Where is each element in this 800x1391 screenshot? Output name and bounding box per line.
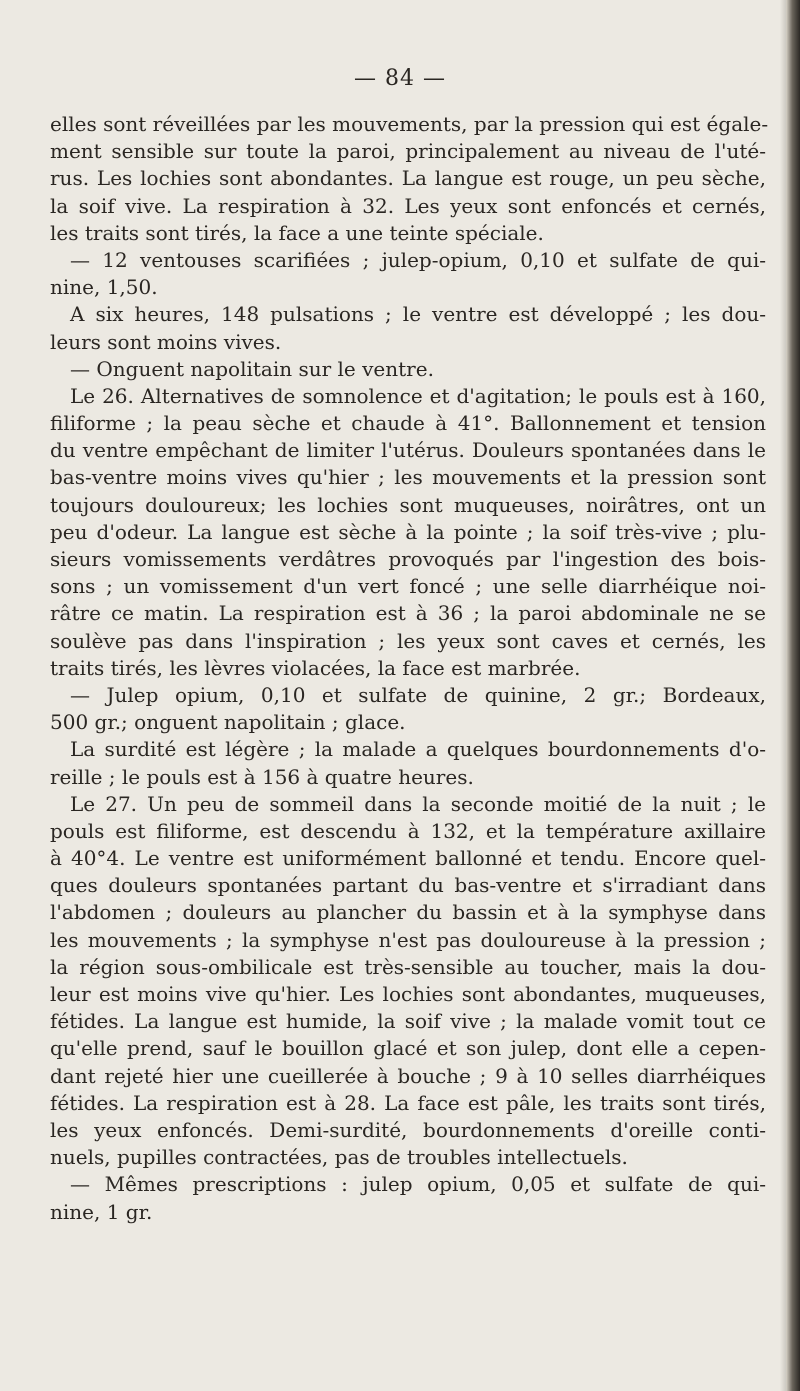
text-line: reille ; le pouls est à 156 à quatre heures.	[50, 764, 474, 789]
body-text	[50, 111, 769, 1226]
text-line: nuels, pupilles contractées, pas de troubles intellectuels.	[50, 1145, 628, 1170]
text-line: les mouvements ; la symphyse n'est pas douloureuse à la pression ;	[50, 927, 766, 952]
text-line: les traits sont tirés, la face a une teinte spéciale.	[50, 220, 544, 245]
text-line: fétides. La respiration est à 28. La face est pâle, les traits sont tirés,	[50, 1090, 766, 1115]
text-line: — Onguent napolitain sur le ventre.	[70, 356, 434, 381]
text-line: pouls est filiforme, est descendu à 132, et la température axillaire	[50, 818, 766, 843]
text-line: du ventre empêchant de limiter l'utérus. Douleurs spontanées dans le	[50, 438, 766, 463]
text-line: fétides. La langue est humide, la soif vive ; la malade vomit tout ce	[50, 1009, 766, 1034]
text-line: elles sont réveillées par les mouvements, par la pression qui est égale-	[50, 112, 769, 136]
text-line: peu d'odeur. La langue est sèche à la pointe ; la soif très-vive ; plu-	[50, 519, 766, 544]
page-number: — 84 —	[354, 66, 446, 91]
text-line: traits tirés, les lèvres violacées, la face est marbrée.	[50, 655, 581, 680]
text-line: la région sous-ombilicale est très-sensible au toucher, mais la dou-	[50, 954, 766, 979]
text-line: Le 27. Un peu de sommeil dans la seconde moitié de la nuit ; le	[70, 791, 766, 816]
text-line: nine, 1,50.	[50, 275, 158, 300]
text-line: Le 26. Alternatives de somnolence et d'agitation; le pouls est à 160,	[70, 383, 766, 408]
text-line: à 40°4. Le ventre est uniformément ballonné et tendu. Encore quel-	[50, 846, 766, 871]
text-line: l'abdomen ; douleurs au plancher du bassin et à la symphyse dans	[50, 900, 766, 925]
text-line: bas-ventre moins vives qu'hier ; les mouvements et la pression sont	[50, 465, 766, 490]
text-line: leurs sont moins vives.	[50, 329, 282, 354]
text-line: dant rejeté hier une cueillerée à bouche ; 9 à 10 selles diarrhéiques	[50, 1063, 766, 1088]
text-line: — 12 ventouses scarifiées ; julep-opium, 0,10 et sulfate de qui-	[70, 247, 766, 272]
text-line: ques douleurs spontanées partant du bas-ventre et s'irradiant dans	[50, 873, 766, 898]
text-line: nine, 1 gr.	[50, 1199, 153, 1224]
text-line: — Julep opium, 0,10 et sulfate de quinine, 2 gr.; Bordeaux,	[70, 682, 766, 707]
page-edge	[786, 0, 800, 1391]
text-line: les yeux enfoncés. Demi-surdité, bourdonnements d'oreille conti-	[50, 1117, 766, 1142]
text-line: la soif vive. La respiration à 32. Les yeux sont enfoncés et cernés,	[50, 193, 766, 218]
text-line: sons ; un vomissement d'un vert foncé ; une selle diarrhéique noi-	[50, 574, 766, 599]
text-line: A six heures, 148 pulsations ; le ventre est développé ; les dou-	[70, 302, 766, 327]
text-line: râtre ce matin. La respiration est à 36 ; la paroi abdominale ne se	[50, 601, 766, 626]
text-line: rus. Les lochies sont abondantes. La langue est rouge, un peu sèche,	[50, 166, 766, 191]
text-line: qu'elle prend, sauf le bouillon glacé et son julep, dont elle a cepen-	[50, 1036, 766, 1061]
text-line: soulève pas dans l'inspiration ; les yeux sont caves et cernés, les	[50, 628, 766, 653]
text-line: filiforme ; la peau sèche et chaude à 41°. Ballonnement et tension	[50, 411, 766, 436]
text-line: — Mêmes prescriptions : julep opium, 0,05 et sulfate de qui-	[70, 1172, 766, 1197]
text-line: La surdité est légère ; la malade a quelques bourdonnements d'o-	[70, 737, 766, 762]
text-line: sieurs vomissements verdâtres provoqués par l'ingestion des bois-	[50, 547, 766, 571]
text-line: toujours douloureux; les lochies sont muqueuses, noirâtres, ont un	[50, 492, 766, 517]
text-line: ment sensible sur toute la paroi, principalement au niveau de l'uté-	[50, 139, 766, 164]
text-line: leur est moins vive qu'hier. Les lochies sont abondantes, muqueuses,	[50, 982, 766, 1006]
text-line: 500 gr.; onguent napolitain ; glace.	[50, 710, 406, 735]
